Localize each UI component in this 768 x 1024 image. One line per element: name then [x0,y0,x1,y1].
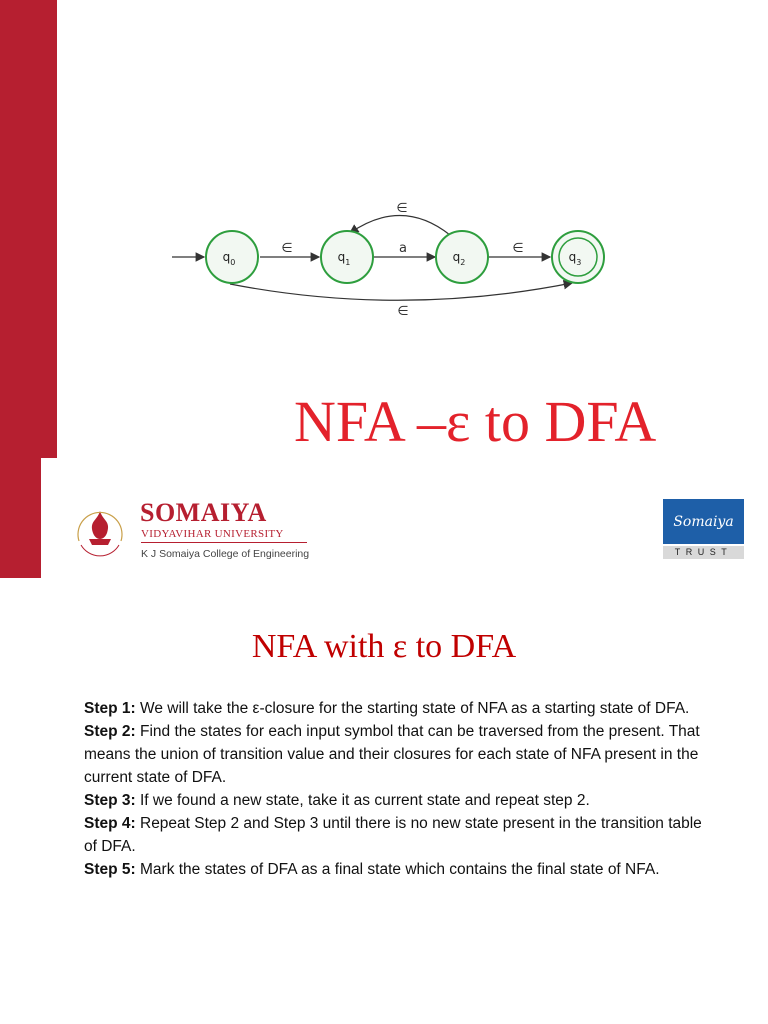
somaiya-emblem-icon [67,497,133,563]
step-text: We will take the ε-closure for the starting state of NFA as a starting state of DFA. [135,700,690,717]
svg-text:q2: $q_2$ [452,250,466,267]
step-text: If we found a new state, take it as current state and repeat step 2. [135,792,590,809]
nfa-epsilon-diagram [160,185,620,325]
step-item [84,812,704,858]
trust-logo-word: TRUST [663,546,744,559]
svg-text:q0: $q_0$ [222,250,236,267]
step-item [84,789,704,812]
logo-university: VIDYAVIHAR UNIVERSITY [141,528,284,540]
somaiya-trust-logo [663,499,744,561]
state-q3-final [552,231,604,283]
svg-text:q3: $q_3$ [568,250,582,267]
step-label: Step 2: [84,723,136,740]
logo-divider [141,542,307,543]
somaiya-university-logo [67,497,343,567]
transition-q0-q3 [230,283,572,300]
transition-label: a [399,241,407,256]
steps-list [84,697,704,881]
transition-q2-q1 [350,215,450,235]
slide-title: NFA –ε to DFA [294,389,657,454]
step-item [84,720,704,789]
state-q2 [436,231,488,283]
transition-label: ∈ [512,241,524,256]
step-item [84,697,704,720]
transition-label: ∈ [397,304,409,319]
content-heading: NFA with ε to DFA [251,628,517,665]
step-label: Step 3: [84,792,136,809]
transition-label: ∈ [396,201,408,216]
step-text: Repeat Step 2 and Step 3 until there is no new state present in the transition table of DFA. [84,815,702,855]
svg-text:q1: $q_1$ [337,250,351,267]
red-side-bar [0,0,41,578]
step-text: Find the states for each input symbol that can be traversed from the present. That means the union of transition value and their closures for each state of NFA present in the current state of DFA. [84,723,700,786]
trust-logo-script: Somaiya [663,499,744,544]
logo-name: SOMAIYA [140,498,267,527]
step-item [84,858,704,881]
step-label: Step 5: [84,861,136,878]
red-side-bar-upper [41,0,57,458]
state-q0 [206,231,258,283]
state-q1 [321,231,373,283]
step-text: Mark the states of DFA as a final state which contains the final state of NFA. [135,861,660,878]
logo-college: K J Somaiya College of Engineering [141,548,310,560]
transition-label: ∈ [281,241,293,256]
step-label: Step 4: [84,815,136,832]
step-label: Step 1: [84,700,136,717]
